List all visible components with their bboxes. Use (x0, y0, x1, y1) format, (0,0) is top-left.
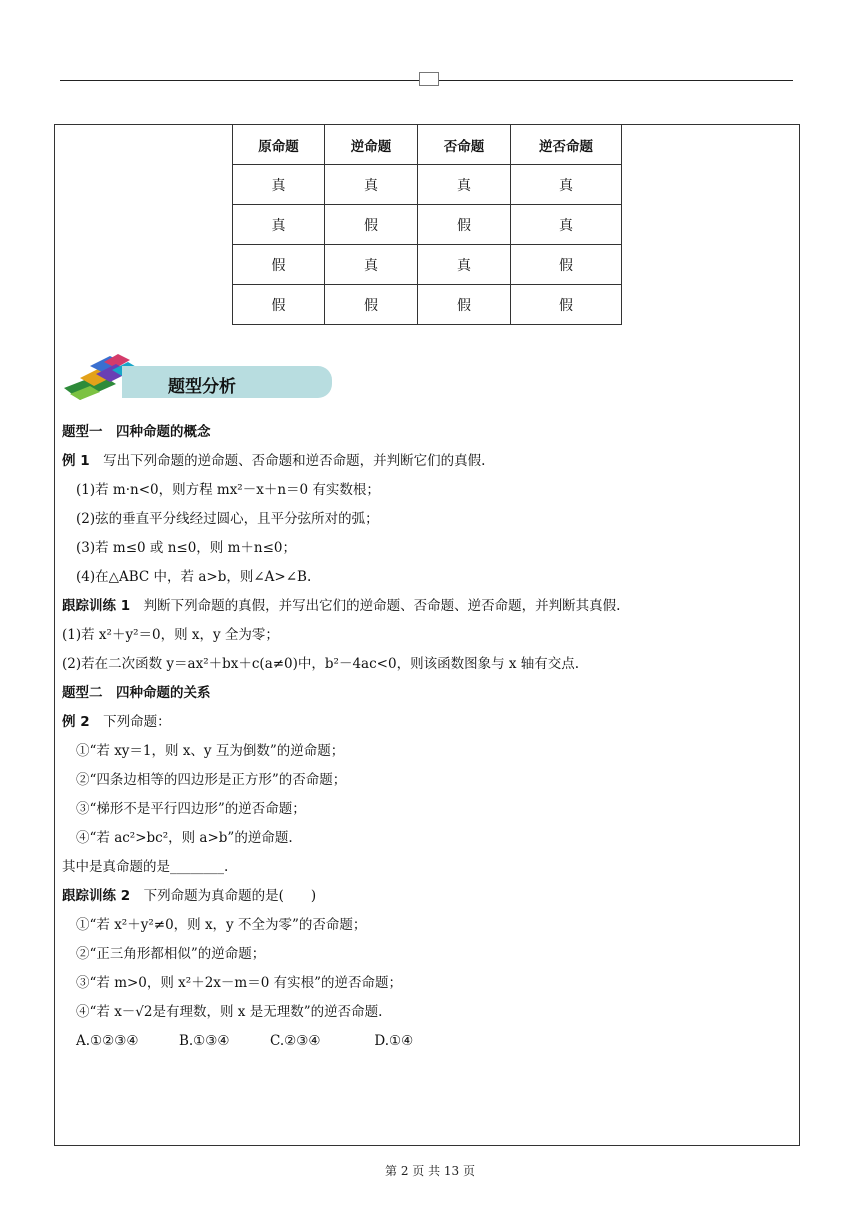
text-line (62, 795, 792, 824)
truth-table (232, 124, 622, 325)
line-text: (3)若 m≤0 或 n≤0，则 m＋n≤0； (76, 540, 296, 556)
line-text: ④“若 ac²>bc²，则 a>b”的逆命题. (76, 830, 293, 846)
text-line (62, 853, 792, 882)
line-text: (4)在△ABC 中，若 a>b，则∠A>∠B. (76, 569, 312, 585)
table-cell: 假 (325, 285, 418, 325)
table-header-cell: 原命题 (233, 125, 325, 165)
line-text: 其中是真命题的是________. (62, 859, 229, 875)
table-cell: 假 (511, 245, 622, 285)
line-text: ②“四条边相等的四边形是正方形”的否命题； (76, 772, 347, 788)
problem-content (62, 418, 792, 1056)
table-header-row (233, 125, 622, 165)
table-cell: 真 (511, 205, 622, 245)
text-line (62, 766, 792, 795)
text-line (62, 940, 792, 969)
line-text: 写出下列命题的逆命题、否命题和逆否命题，并判断它们的真假. (89, 453, 486, 469)
line-text: (1)若 m·n<0，则方程 mx²－x＋n＝0 有实数根； (76, 482, 380, 498)
text-line (62, 418, 792, 447)
text-line (62, 708, 792, 737)
line-text: 判断下列命题的真假，并写出它们的逆命题、否命题、逆否命题，并判断其真假. (130, 598, 621, 614)
line-text: 下列命题为真命题的是( ) (130, 888, 317, 904)
line-text: A.①②③④ B.①③④ C.②③④ D.①④ (76, 1033, 414, 1049)
table-cell: 真 (418, 165, 511, 205)
table-cell: 假 (233, 285, 325, 325)
text-line (62, 534, 792, 563)
table-row (233, 165, 622, 205)
line-text: ④“若 x－√2是有理数，则 x 是无理数”的逆否命题. (76, 1004, 383, 1020)
table-row (233, 285, 622, 325)
line-text: ②“正三角形都相似”的逆命题； (76, 946, 266, 962)
text-line (62, 737, 792, 766)
text-line (62, 592, 792, 621)
text-line (62, 882, 792, 911)
header-mark (419, 72, 439, 86)
line-text: (2)弦的垂直平分线经过圆心，且平分弦所对的弧； (76, 511, 379, 527)
section-banner (60, 352, 280, 404)
text-line (62, 621, 792, 650)
line-label: 例 2 (62, 714, 90, 730)
table-cell: 真 (233, 205, 325, 245)
table-cell: 真 (325, 245, 418, 285)
line-text: ①“若 xy＝1，则 x、y 互为倒数”的逆命题； (76, 743, 345, 759)
line-text: 下列命题： (89, 714, 171, 730)
table-cell: 假 (418, 205, 511, 245)
line-text: ①“若 x²＋y²≠0，则 x，y 不全为零”的否命题； (76, 917, 367, 933)
table-header-cell: 逆否命题 (511, 125, 622, 165)
section-title: 题型分析 (168, 377, 236, 397)
text-line (62, 650, 792, 679)
table-cell: 假 (511, 285, 622, 325)
table-row (233, 205, 622, 245)
table-cell: 假 (418, 285, 511, 325)
table-cell: 假 (325, 205, 418, 245)
text-line (62, 476, 792, 505)
text-line (62, 824, 792, 853)
line-label: 跟踪训练 2 (62, 888, 131, 904)
table-cell: 真 (233, 165, 325, 205)
line-text: (2)若在二次函数 y＝ax²＋bx＋c(a≠0)中，b²－4ac<0，则该函数图象与 x 轴有交点. (62, 656, 580, 672)
line-text: (1)若 x²＋y²＝0，则 x，y 全为零； (62, 627, 279, 643)
table-cell: 假 (233, 245, 325, 285)
text-line (62, 505, 792, 534)
text-line (62, 679, 792, 708)
table-header-cell: 逆命题 (325, 125, 418, 165)
text-line (62, 911, 792, 940)
table-cell: 真 (511, 165, 622, 205)
line-text: ③“若 m>0，则 x²＋2x－m＝0 有实根”的逆否命题； (76, 975, 402, 991)
line-label: 跟踪训练 1 (62, 598, 131, 614)
line-label: 题型一 四种命题的概念 (62, 424, 211, 440)
line-label: 例 1 (62, 453, 90, 469)
text-line (62, 447, 792, 476)
table-cell: 真 (325, 165, 418, 205)
table-row (233, 245, 622, 285)
line-text: ③“梯形不是平行四边形”的逆否命题； (76, 801, 306, 817)
page-footer: 第 2 页 共 13 页 (385, 1164, 475, 1178)
text-line (62, 563, 792, 592)
table-cell: 真 (418, 245, 511, 285)
line-label: 题型二 四种命题的关系 (62, 685, 211, 701)
text-line (62, 1027, 792, 1056)
text-line (62, 969, 792, 998)
text-line (62, 998, 792, 1027)
table-header-cell: 否命题 (418, 125, 511, 165)
